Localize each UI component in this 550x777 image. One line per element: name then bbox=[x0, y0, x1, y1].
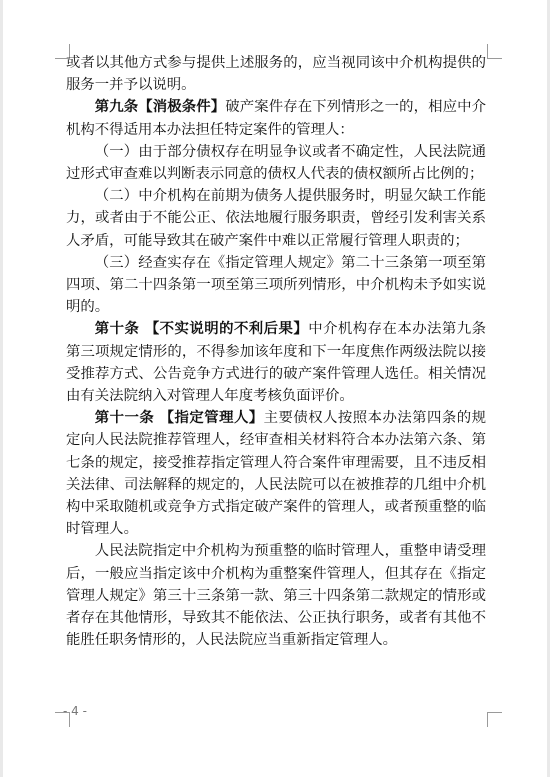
paragraph-text: 破产案件存在下列情形之一的，相应中介机构不得适用本办法担任特定案件的管理人： bbox=[66, 99, 486, 138]
article-heading: 第九条【消极条件】 bbox=[94, 98, 226, 116]
paragraph bbox=[66, 318, 486, 407]
document-body bbox=[66, 52, 486, 651]
paragraph bbox=[66, 52, 486, 96]
article-heading: 第十条 【不实说明的不利后果】 bbox=[94, 320, 309, 338]
document-page bbox=[3, 0, 547, 777]
paragraph-text: 主要债权人按照本办法第四条的规定向人民法院推荐管理人，经审查相关材料符合本办法第六条、第七条的规定，接受推荐指定管理人符合案件审理需要，且不违反相关法律、司法解释的规定的，人民法院可以在被推荐的几组中介机构中采取随机或竞争方式指定破产案件的管理人，或者预重整的临时管理人。 bbox=[66, 410, 486, 538]
margin-mark-top-right bbox=[487, 44, 502, 59]
paragraph-text: 人民法院指定中介机构为预重整的临时管理人，重整申请受理后，一般应当指定该中介机构为重整案件管理人，但其存在《指定管理人规定》第三十三条第一款、第三十四条第二款规定的情形或者存在其他情形，导致其不能依法、公正执行职务，或者有其他不能胜任职务情形的，人民法院应当重新指定管理人。 bbox=[66, 543, 486, 649]
paragraph-text: （二）中介机构在前期为债务人提供服务时，明显欠缺工作能力，或者由于不能公正、依法地履行服务职责，曾经引发利害关系人矛盾，可能导致其在破产案件中难以正常履行管理人职责的； bbox=[66, 188, 486, 249]
paragraph bbox=[66, 252, 486, 319]
paragraph bbox=[66, 96, 486, 140]
paragraph bbox=[66, 185, 486, 252]
article-heading: 第十一条 【指定管理人】 bbox=[94, 409, 264, 427]
paragraph-text: 中介机构存在本办法第九条第三项规定情形的，不得参加该年度和下一年度焦作两级法院以接受推荐方式、公告竞争方式进行的破产案件管理人选任。相关情况由有关法院纳入对管理人年度考核负面评价。 bbox=[66, 321, 486, 405]
margin-mark-bottom-right bbox=[487, 712, 502, 727]
paragraph-text: （三）经查实存在《指定管理人规定》第二十三条第一项至第四项、第二十四条第一项至第三项所列情形，中介机构未予如实说明的。 bbox=[66, 254, 486, 316]
paragraph bbox=[66, 141, 486, 185]
paragraph-text: （一）由于部分债权存在明显争议或者不确定性，人民法院通过形式审查难以判断表示同意的债权人代表的债权额所占比例的； bbox=[66, 143, 486, 183]
page-number: - 4 - bbox=[63, 704, 87, 718]
paragraph bbox=[66, 407, 486, 540]
paragraph-text: 或者以其他方式参与提供上述服务的，应当视同该中介机构提供的服务一并予以说明。 bbox=[66, 55, 486, 94]
paragraph bbox=[66, 540, 486, 651]
